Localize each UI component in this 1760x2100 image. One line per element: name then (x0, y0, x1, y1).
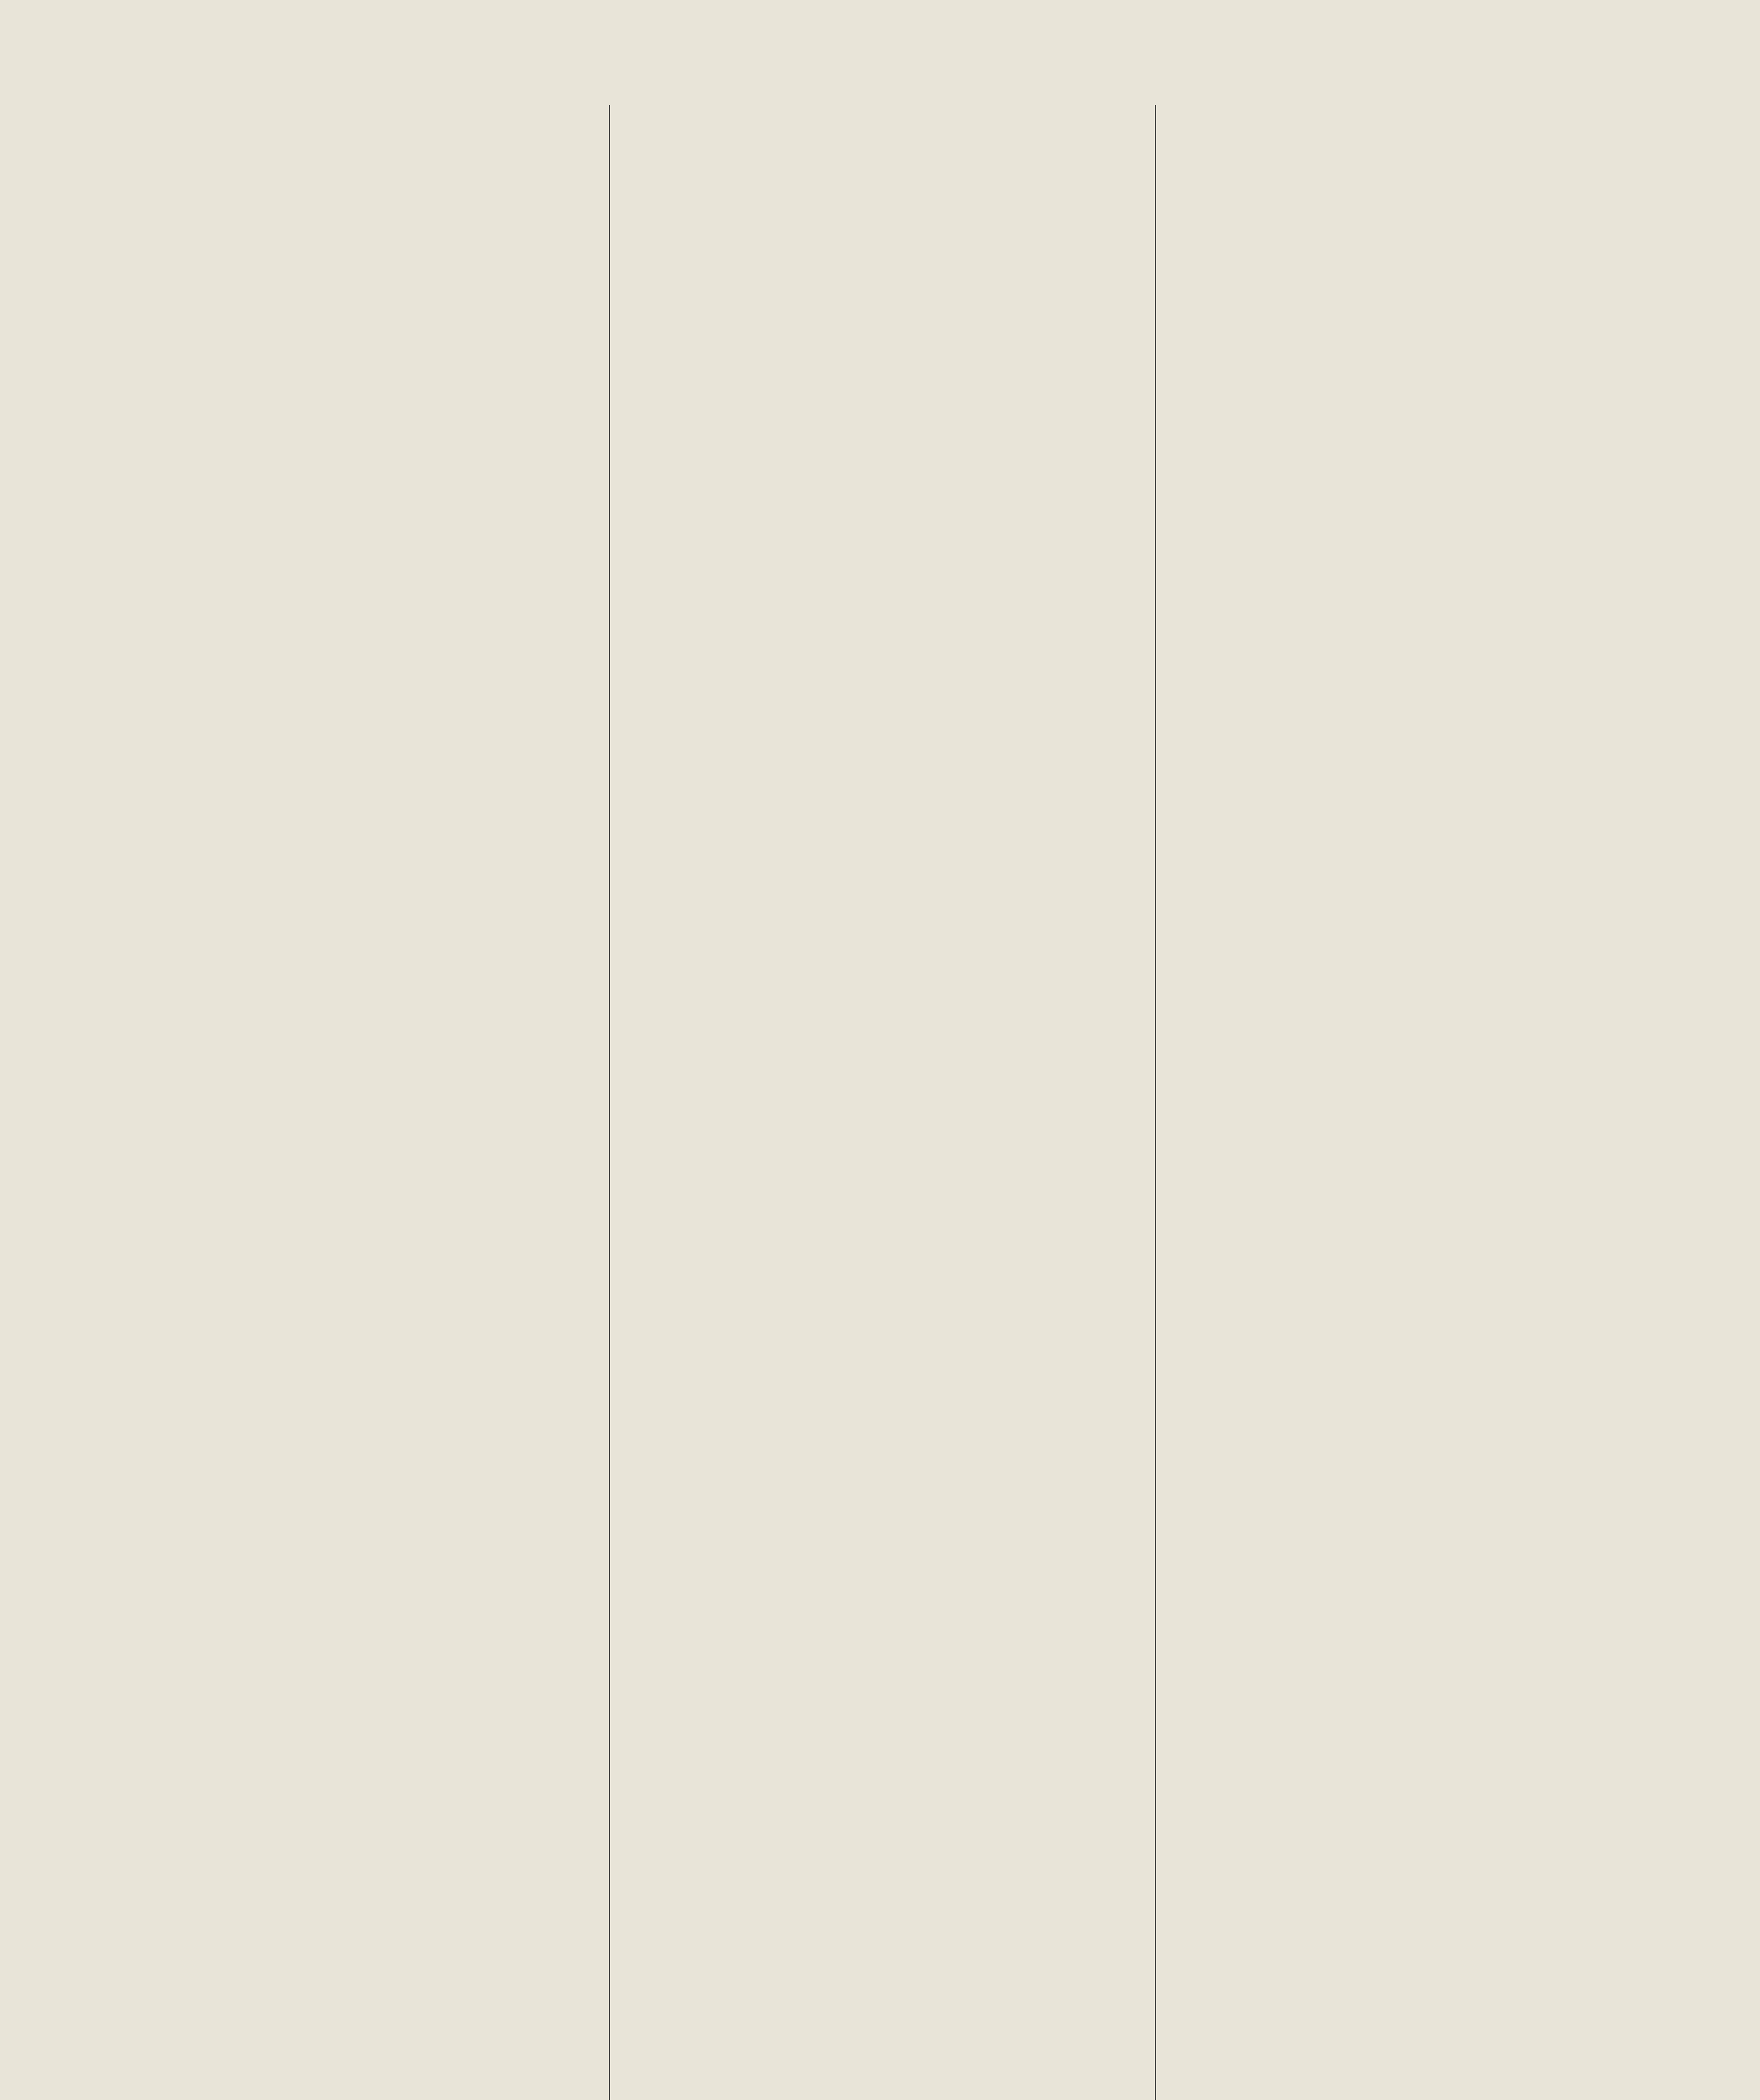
column-1 (84, 105, 588, 2100)
column-3 (1176, 105, 1680, 2100)
column-rule (609, 105, 610, 2100)
column-rule (1155, 105, 1156, 2100)
newspaper-page (84, 105, 1680, 2100)
column-2 (630, 105, 1134, 2100)
